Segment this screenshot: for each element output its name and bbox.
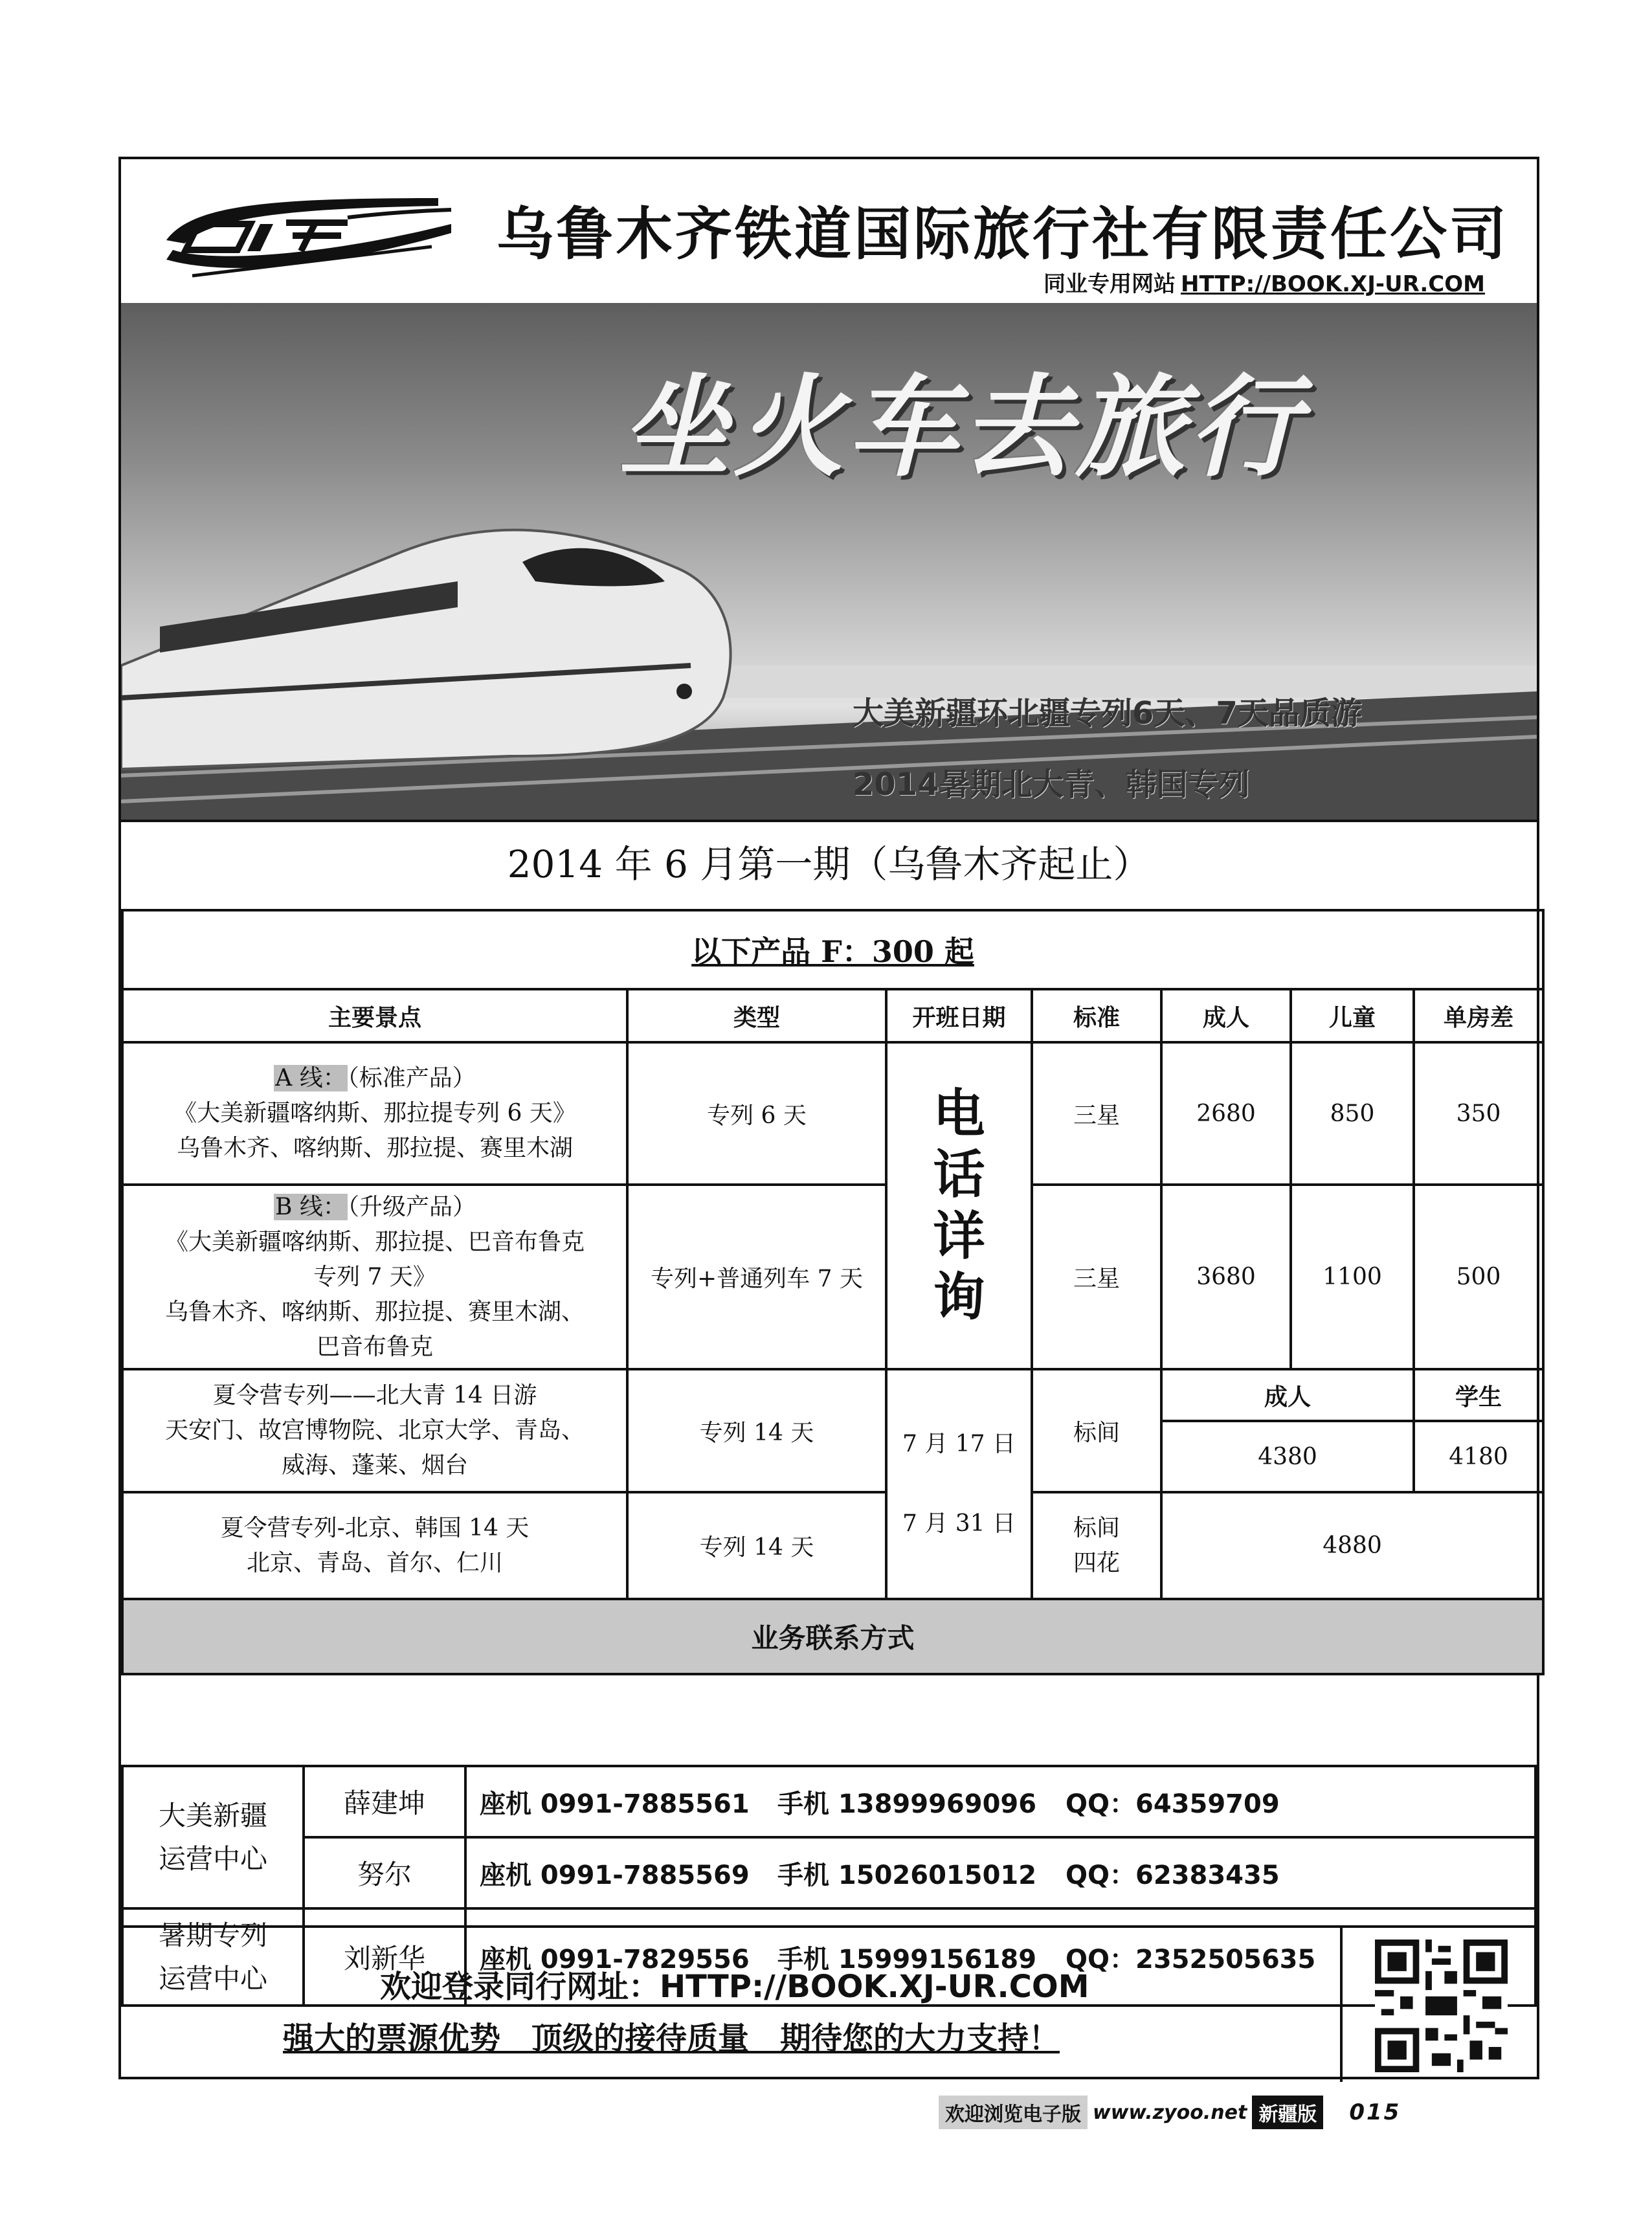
sub-header-student: 学生 — [1414, 1369, 1543, 1421]
line-b-title-1: 《大美新疆喀纳斯、那拉提、巴音布鲁克 — [164, 1228, 585, 1255]
row-b-adult: 3680 — [1161, 1185, 1291, 1369]
row-d-standard-2: 四花 — [1073, 1549, 1120, 1576]
col-header-single: 单房差 — [1414, 989, 1543, 1042]
website-link[interactable]: HTTP://BOOK.XJ-UR.COM — [1181, 271, 1485, 297]
row-c-type: 专列 14 天 — [627, 1369, 886, 1492]
row-d-type: 专列 14 天 — [627, 1492, 886, 1599]
row-c-spots-1: 天安门、故宫博物院、北京大学、青岛、 — [164, 1417, 585, 1444]
date-july-31: 7 月 31 日 — [902, 1510, 1016, 1537]
header — [121, 159, 1537, 303]
table-row — [122, 1492, 1543, 1599]
banner-image — [121, 303, 1537, 820]
company-name: 乌鲁木齐铁道国际旅行社有限责任公司 — [497, 201, 1510, 267]
qr-code-icon[interactable] — [1375, 1940, 1508, 2072]
line-b-type: （升级产品） — [347, 1193, 476, 1220]
center-dameixinjiang — [122, 1766, 304, 1908]
partner-website-line — [1044, 266, 1485, 298]
line-b-tag: B 线： — [275, 1193, 346, 1220]
edition-site-link[interactable]: www.zyoo.net — [1093, 2101, 1247, 2124]
center-name-1: 暑期专列 — [158, 1919, 267, 1951]
row-c-title: 夏令营专列——北大青 14 日游 — [212, 1382, 537, 1409]
line-b-spots-2: 巴音布鲁克 — [316, 1333, 433, 1360]
row-c-standard: 标间 — [1032, 1369, 1161, 1492]
line-a-tag: A 线： — [275, 1065, 346, 1091]
contact-name: 薛建坤 — [304, 1766, 465, 1837]
page-number: 015 — [1349, 2099, 1401, 2125]
line-b-spots-1: 乌鲁木齐、喀纳斯、那拉提、赛里木湖、 — [164, 1298, 585, 1325]
center-name-2: 运营中心 — [158, 1843, 267, 1875]
contact-row — [122, 1766, 1535, 1837]
date-july-17: 7 月 17 日 — [902, 1431, 1016, 1458]
contact-info — [465, 1837, 1535, 1908]
contact-name: 刘新华 — [304, 1908, 465, 2006]
contact-name: 努尔 — [304, 1837, 465, 1908]
row-d-spots — [122, 1492, 627, 1599]
qq: QQ：62383435 — [1066, 1860, 1280, 1890]
contact-row — [122, 1837, 1535, 1908]
railway-logo-icon — [153, 179, 458, 285]
col-header-standard: 标准 — [1032, 989, 1161, 1042]
row-a-spots — [122, 1042, 627, 1185]
qr-code-box — [1340, 1928, 1537, 2082]
banner-slogan: 坐火车去旅行 — [620, 364, 1304, 492]
col-header-spots: 主要景点 — [122, 989, 627, 1042]
line-a-title: 《大美新疆喀纳斯、那拉提专列 6 天》 — [173, 1100, 576, 1126]
table-row — [122, 1185, 1543, 1369]
edition-label: 欢迎浏览电子版 — [939, 2096, 1088, 2129]
qq: QQ：2352505635 — [1066, 1944, 1316, 1974]
table-row — [122, 1042, 1543, 1185]
row-d-standard-1: 标间 — [1073, 1514, 1120, 1541]
footer — [121, 1925, 1537, 2085]
row-a-single: 350 — [1414, 1042, 1543, 1185]
line-b-title-2: 专列 7 天》 — [313, 1263, 436, 1290]
row-b-type: 专列+普通列车 7 天 — [627, 1185, 886, 1369]
qq: QQ：64359709 — [1066, 1789, 1280, 1819]
call-text: 电话详询 — [933, 1083, 985, 1327]
contact-heading: 业务联系方式 — [122, 1599, 1543, 1674]
landline: 座机 0991-7885569 — [480, 1860, 750, 1890]
price-table — [121, 909, 1545, 1675]
sub-header-adult: 成人 — [1161, 1369, 1414, 1421]
row-b-standard: 三星 — [1032, 1185, 1161, 1369]
mobile: 手机 15026015012 — [777, 1860, 1037, 1890]
line-a-type: （标准产品） — [347, 1065, 476, 1091]
row-d-spots-list: 北京、青岛、首尔、仁川 — [246, 1549, 503, 1576]
row-c-student: 4180 — [1414, 1421, 1543, 1492]
row-a-standard: 三星 — [1032, 1042, 1161, 1185]
welcome-text[interactable]: 欢迎登录同行网址：HTTP://BOOK.XJ-UR.COM — [380, 1969, 1089, 2005]
table-row — [122, 1369, 1543, 1421]
col-header-adult: 成人 — [1161, 989, 1291, 1042]
col-header-date: 开班日期 — [886, 989, 1032, 1042]
row-a-child: 850 — [1291, 1042, 1414, 1185]
row-a-type: 专列 6 天 — [627, 1042, 886, 1185]
website-label: 同业专用网站 — [1044, 271, 1176, 297]
center-name-1: 大美新疆 — [158, 1799, 267, 1831]
col-header-type: 类型 — [627, 989, 886, 1042]
row-d-standard — [1032, 1492, 1161, 1599]
row-b-child: 1100 — [1291, 1185, 1414, 1369]
tagline: 强大的票源优势 顶级的接待质量 期待您的大力支持！ — [283, 2020, 1060, 2057]
edition-badge: 新疆版 — [1252, 2096, 1323, 2129]
col-header-child: 儿童 — [1291, 989, 1414, 1042]
row-c-spots-2: 威海、蓬莱、烟台 — [281, 1452, 468, 1479]
landline: 座机 0991-7829556 — [480, 1944, 750, 1974]
landline: 座机 0991-7885561 — [480, 1789, 750, 1819]
issue-title: 2014 年 6 月第一期（乌鲁木齐起止） — [121, 820, 1537, 900]
page-frame — [118, 157, 1539, 2079]
mobile: 手机 15999156189 — [777, 1944, 1037, 1974]
row-d-price: 4880 — [1161, 1492, 1543, 1599]
call-for-details — [886, 1042, 1032, 1369]
contact-info — [465, 1766, 1535, 1837]
banner-subtitle-1: 大美新疆环北疆专列6天、7天品质游 — [853, 695, 1362, 732]
row-c-adult: 4380 — [1161, 1421, 1414, 1492]
center-name-2: 运营中心 — [158, 1963, 267, 1995]
line-a-spots: 乌鲁木齐、喀纳斯、那拉提、赛里木湖 — [176, 1135, 573, 1161]
banner-subtitle-2: 2014暑期北大青、韩国专列 — [853, 766, 1250, 803]
row-b-single: 500 — [1414, 1185, 1543, 1369]
summer-dates — [886, 1369, 1032, 1599]
row-d-title: 夏令营专列-北京、韩国 14 天 — [220, 1514, 530, 1541]
f-price-note: 以下产品 F：300 起 — [122, 910, 1543, 989]
mobile: 手机 13899969096 — [777, 1789, 1037, 1819]
row-c-spots — [122, 1369, 627, 1492]
row-b-spots — [122, 1185, 627, 1369]
bottom-bar — [939, 2094, 1401, 2130]
row-a-adult: 2680 — [1161, 1042, 1291, 1185]
